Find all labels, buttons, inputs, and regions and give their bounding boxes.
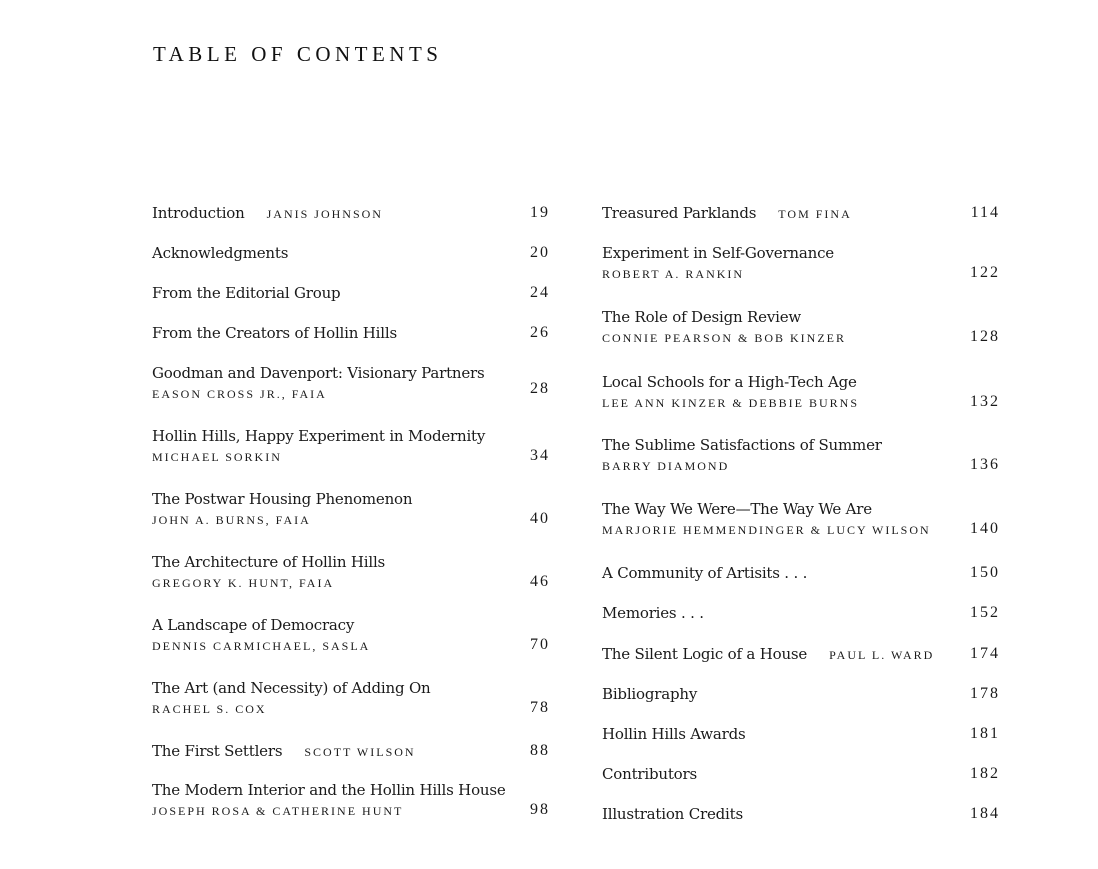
toc-entry[interactable]	[602, 243, 1000, 283]
entry-page-number: 122	[970, 264, 1000, 281]
entry-author: MARJORIE HEMMENDINGER & LUCY WILSON	[602, 523, 931, 537]
entry-page-number: 70	[530, 636, 550, 653]
entry-page-number: 19	[530, 204, 550, 221]
entry-author: CONNIE PEARSON & BOB KINZER	[602, 331, 847, 345]
toc-left-column	[152, 0, 550, 869]
toc-entry[interactable]	[152, 203, 550, 223]
entry-title: Local Schools for a High-Tech Age	[602, 373, 857, 391]
entry-page-number: 150	[970, 564, 1000, 581]
entry-author: JOSEPH ROSA & CATHERINE HUNT	[152, 804, 404, 818]
entry-author: TOM FINA	[778, 207, 852, 221]
entry-title: Treasured Parklands	[602, 204, 757, 222]
entry-title: Acknowledgments	[152, 244, 289, 262]
toc-entry[interactable]	[152, 780, 550, 820]
entry-page-number: 46	[530, 573, 550, 590]
entry-author: GREGORY K. HUNT, FAIA	[152, 576, 335, 590]
toc-entry[interactable]	[152, 363, 550, 403]
entry-title: The First Settlers	[152, 742, 283, 760]
page-title: TABLE OF CONTENTS	[153, 42, 443, 66]
entry-title: Illustration Credits	[602, 805, 743, 823]
entry-page-number: 78	[530, 699, 550, 716]
toc-entry[interactable]	[602, 499, 1000, 539]
toc-entry[interactable]	[152, 552, 550, 592]
toc-entry[interactable]	[602, 684, 1000, 704]
entry-title: The Silent Logic of a House	[602, 645, 808, 663]
entry-title: The Postwar Housing Phenomenon	[152, 490, 413, 508]
entry-title: Goodman and Davenport: Visionary Partners	[152, 364, 485, 382]
toc-entry[interactable]	[602, 372, 1000, 412]
toc-entry[interactable]	[152, 489, 550, 529]
entry-title: Bibliography	[602, 685, 698, 703]
toc-entry[interactable]	[152, 323, 550, 343]
entry-author: JOHN A. BURNS, FAIA	[152, 513, 311, 527]
entry-page-number: 140	[970, 520, 1000, 537]
entry-page-number: 136	[970, 456, 1000, 473]
entry-author: MICHAEL SORKIN	[152, 450, 282, 464]
entry-title: Hollin Hills Awards	[602, 725, 746, 743]
toc-entry[interactable]	[602, 563, 1000, 583]
entry-page-number: 34	[530, 447, 550, 464]
entry-title: The Role of Design Review	[602, 308, 802, 326]
entry-page-number: 174	[970, 645, 1000, 662]
entry-page-number: 182	[970, 765, 1000, 782]
toc-entry[interactable]	[602, 644, 1000, 664]
entry-author: SCOTT WILSON	[304, 745, 416, 759]
entry-author: PAUL L. WARD	[829, 648, 935, 662]
toc-entry[interactable]	[152, 615, 550, 655]
toc-right-column	[602, 0, 1000, 869]
entry-page-number: 20	[530, 244, 550, 261]
entry-author: RACHEL S. COX	[152, 702, 267, 716]
entry-page-number: 24	[530, 284, 550, 301]
entry-title: A Landscape of Democracy	[152, 616, 355, 634]
entry-title: Hollin Hills, Happy Experiment in Modernity	[152, 427, 486, 445]
entry-page-number: 26	[530, 324, 550, 341]
toc-entry[interactable]	[602, 724, 1000, 744]
toc-entry[interactable]	[152, 741, 550, 761]
toc-entry[interactable]	[602, 307, 1000, 347]
entry-author: BARRY DIAMOND	[602, 459, 730, 473]
entry-title: The Art (and Necessity) of Adding On	[152, 679, 431, 697]
entry-title: Contributors	[602, 765, 697, 783]
entry-page-number: 181	[970, 725, 1000, 742]
entry-title: From the Editorial Group	[152, 284, 341, 302]
entry-page-number: 132	[970, 393, 1000, 410]
toc-entry[interactable]	[152, 678, 550, 718]
entry-title: The Architecture of Hollin Hills	[152, 553, 386, 571]
entry-title: A Community of Artisits . . .	[602, 564, 808, 582]
entry-page-number: 40	[530, 510, 550, 527]
entry-page-number: 98	[530, 801, 550, 818]
entry-title: Introduction	[152, 204, 245, 222]
entry-title: The Sublime Satisfactions of Summer	[602, 436, 882, 454]
toc-entry[interactable]	[602, 804, 1000, 824]
entry-title: The Modern Interior and the Hollin Hills House	[152, 781, 506, 799]
entry-title: Memories . . .	[602, 604, 704, 622]
toc-entry[interactable]	[602, 603, 1000, 623]
entry-author: LEE ANN KINZER & DEBBIE BURNS	[602, 396, 859, 410]
entry-title: From the Creators of Hollin Hills	[152, 324, 397, 342]
entry-author: DENNIS CARMICHAEL, SASLA	[152, 639, 371, 653]
entry-author: JANIS JOHNSON	[266, 207, 383, 221]
entry-author: ROBERT A. RANKIN	[602, 267, 745, 281]
entry-page-number: 184	[970, 805, 1000, 822]
entry-page-number: 88	[530, 742, 550, 759]
entry-author: EASON CROSS JR., FAIA	[152, 387, 327, 401]
toc-entry[interactable]	[602, 203, 1000, 223]
toc-entry[interactable]	[152, 243, 550, 263]
entry-page-number: 178	[970, 685, 1000, 702]
entry-title: Experiment in Self-Governance	[602, 244, 834, 262]
toc-entry[interactable]	[602, 764, 1000, 784]
entry-page-number: 152	[970, 604, 1000, 621]
entry-page-number: 114	[970, 204, 1000, 221]
entry-title: The Way We Were—The Way We Are	[602, 500, 872, 518]
toc-entry[interactable]	[152, 426, 550, 466]
entry-page-number: 28	[530, 380, 550, 397]
entry-page-number: 128	[970, 328, 1000, 345]
toc-entry[interactable]	[152, 283, 550, 303]
toc-entry[interactable]	[602, 435, 1000, 475]
